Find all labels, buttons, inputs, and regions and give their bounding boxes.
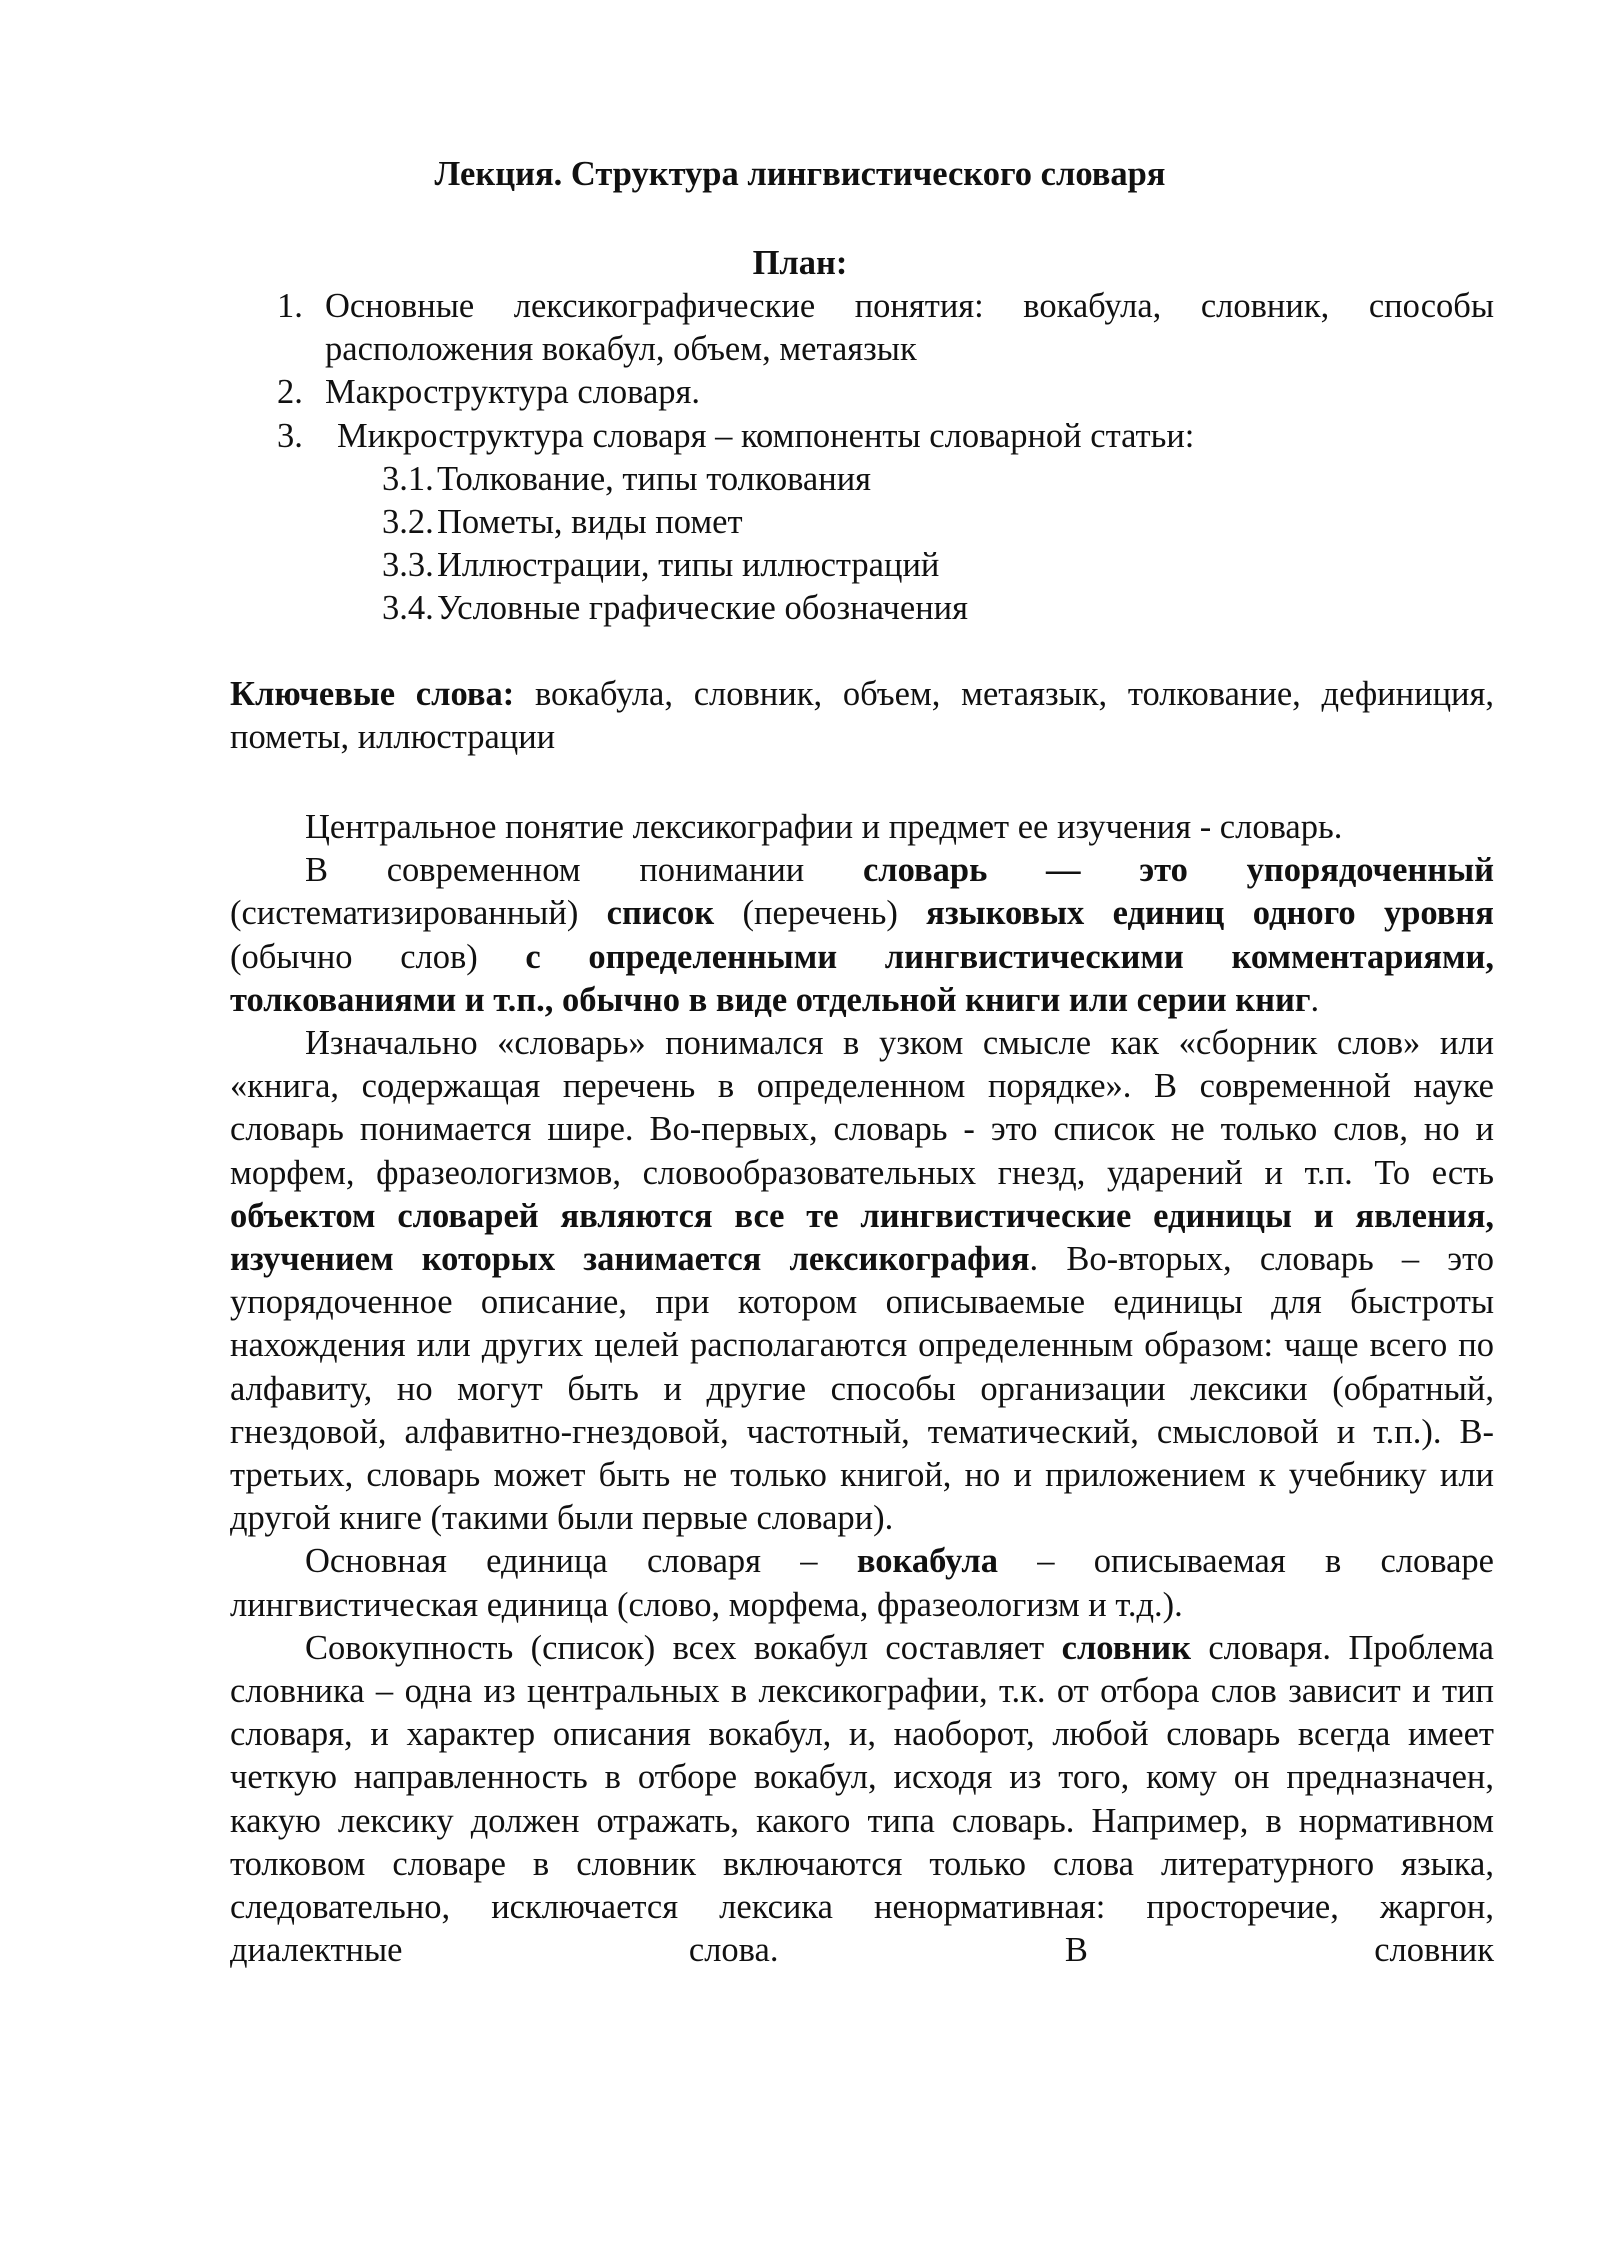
plan-list	[277, 285, 1494, 631]
plan-subitem	[277, 544, 1494, 587]
plan-subitem	[277, 501, 1494, 544]
lecture-title: Лекция. Структура лингвистического словаря	[434, 155, 1166, 193]
paragraph-text: (обычно слов)	[230, 937, 526, 976]
plan-item	[277, 285, 1494, 371]
paragraph-bold-text: словарь — это упорядоченный	[862, 851, 1495, 890]
paragraph-text: В современном понимании	[305, 851, 863, 890]
paragraph-text: .	[1310, 980, 1320, 1019]
plan-subitem-text: Иллюстрации, типы иллюстраций	[437, 546, 940, 585]
keywords-text: вокабула, словник, объем, метаязык, толкование, дефиниция, пометы, иллюстрации	[230, 675, 1494, 757]
plan-item-number: 2.	[277, 373, 303, 412]
paragraph-bold-text: объектом словарей являются все те лингвистические единицы и явления, изучением которых занимается лексикография	[230, 1196, 1494, 1279]
plan-subitem-text: Условные графические обозначения	[437, 589, 968, 628]
plan-item	[277, 415, 1494, 458]
paragraph-text: Совокупность (список) всех вокабул составляет	[305, 1628, 1062, 1667]
plan-sublist-container	[277, 458, 1494, 631]
paragraph-text: словаря. Проблема словника – одна из центральных в лексикографии, т.к. от отбора слов зависит и тип словаря, и характер описания вокабул, и, наоборот, любой словарь всегда имеет четкую направленность в отборе вокабул, исходя из того, кому он предназначен, какую лексику должен отражать, какого типа словарь. Например, в нормативном толковом словаре в словник включаются только слова литературного языка, следовательно, исключается лексика ненормативная: просторечие, жаргон, диалектные слова. В словник	[230, 1628, 1494, 1970]
paragraph-bold-text: словник	[1061, 1628, 1191, 1667]
paragraph-bold-text: вокабула	[856, 1542, 998, 1581]
body-paragraph	[230, 806, 1494, 849]
paragraph-text: Центральное понятие лексикографии и предмет ее изучения - словарь.	[305, 808, 1343, 846]
plan-subitem-number: 3.1.	[382, 459, 434, 498]
plan-item-text: Основные лексикографические понятия: вокабула, словник, способы расположения вокабул, объем, метаязык	[325, 287, 1494, 369]
paragraph-bold-text: языковых единиц одного уровня	[926, 894, 1494, 933]
plan-subitem-number: 3.4.	[382, 589, 434, 628]
paragraph-text: (перечень)	[714, 894, 927, 933]
plan-item	[277, 371, 1494, 414]
plan-item-text: Макроструктура словаря.	[325, 373, 701, 412]
plan-subitem	[277, 587, 1494, 630]
plan-heading: План:	[752, 244, 848, 282]
plan-sublist	[277, 458, 1494, 631]
body-paragraph	[230, 1022, 1494, 1540]
keywords-label: Ключевые слова:	[230, 675, 515, 713]
keywords-paragraph	[230, 673, 1494, 759]
paragraph-bold-text: список	[606, 894, 715, 933]
paragraph-text: – описываемая в словаре лингвистическая единица (слово, морфема, фразеологизм и т.д.).	[230, 1542, 1494, 1624]
body-paragraph	[230, 1627, 1494, 1973]
plan-item-text: Микроструктура словаря – компоненты словарной статьи:	[337, 416, 1195, 455]
plan-subitem-number: 3.3.	[382, 546, 434, 585]
paragraph-text: Основная единица словаря –	[305, 1542, 857, 1581]
paragraph-text: Изначально «словарь» понимался в узком смысле как «сборник слов» или «книга, содержащая перечень в определенном порядке». В современной науке словарь понимается шире. Во-первых, словарь - это список не только слов, но и морфем, фразеологизмов, словообразовательных гнезд, ударений и т.п. То есть	[230, 1024, 1494, 1192]
plan-item-number: 3.	[277, 416, 303, 455]
body-paragraph	[230, 849, 1494, 1022]
paragraph-bold-text: с определенными лингвистическими комментариями, толкованиями и т.п., обычно в виде отдельной книги или серии книг	[230, 937, 1495, 1019]
paragraph-text: (систематизированный)	[230, 894, 607, 933]
paragraph-text: . Во-вторых, словарь – это упорядоченное описание, при котором описываемые единицы для быстроты нахождения или других целей располагаются определенным образом: чаще всего по алфавиту, но могут быть и другие способы организации лексики (обратный, гнездовой, алфавитно-гнездовой, частотный, тематический, смысловой и т.п.). В-третьих, словарь может быть не только книгой, но и приложением к учебнику или другой книге (такими были первые словари).	[230, 1240, 1494, 1538]
plan-item-number: 1.	[277, 287, 303, 325]
plan-subitem-number: 3.2.	[382, 503, 434, 542]
body-paragraph	[230, 1540, 1494, 1626]
plan-subitem	[277, 458, 1494, 501]
plan-subitem-text: Пометы, виды помет	[437, 503, 743, 542]
lecture-body	[230, 806, 1494, 1972]
plan-subitem-text: Толкование, типы толкования	[437, 459, 872, 498]
